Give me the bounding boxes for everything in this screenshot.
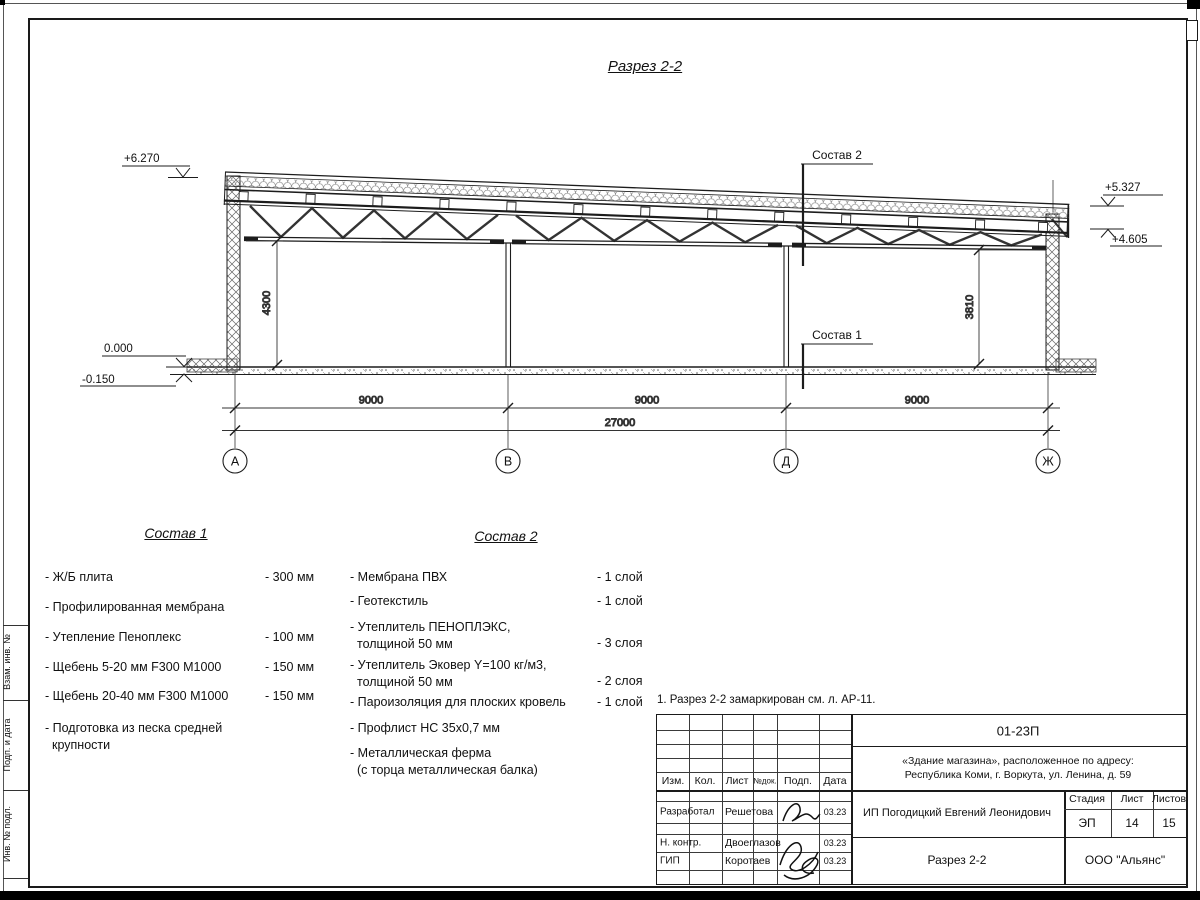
axis-bubble-a: А	[230, 454, 240, 469]
column-axis-b	[499, 243, 517, 367]
item-name: - Мембрана ПВХ	[350, 570, 448, 584]
col-header-list: Лист	[725, 775, 749, 787]
company-name: ООО "Альянс"	[1084, 853, 1166, 867]
sheet-value: 14	[1125, 816, 1139, 830]
axis-bubble-b: В	[503, 454, 513, 469]
drawing-note: 1. Разрез 2-2 замаркирован см. л. АР-11.	[657, 694, 876, 706]
item-value: - 2 слоя	[597, 674, 643, 688]
tb-line	[1111, 790, 1112, 837]
row-name: Коротаев	[725, 855, 771, 867]
item-name: - Подготовка из песка средней	[45, 721, 223, 735]
row-date: 03.23	[823, 838, 847, 848]
tb-line	[657, 730, 851, 731]
margin-label-vzam: Взам. инв. №	[2, 634, 12, 690]
roof-assembly	[224, 172, 1070, 237]
axis-bubble-d: Д	[781, 454, 791, 469]
project-code: 01-23П	[996, 723, 1040, 739]
item-name: - Пароизоляция для плоских кровель	[350, 695, 566, 709]
col-header-data: Дата	[823, 775, 847, 787]
elevation-label: +5.327	[1105, 182, 1141, 194]
elevation-marks	[80, 153, 1163, 386]
dim-label: 9000	[634, 394, 660, 407]
item-value: - 1 слой	[597, 594, 643, 608]
sostav2-title: Состав 2	[474, 528, 538, 544]
dim-label: 9000	[358, 394, 384, 407]
col-header-ndoc: №док.	[753, 776, 777, 786]
stage-label: Стадия	[1069, 793, 1105, 805]
elevation-label: +6.270	[124, 153, 160, 165]
item-name: - Металлическая ферма	[350, 746, 492, 760]
col-header-izm: Изм.	[661, 775, 685, 787]
item-name: - Геотекстиль	[350, 594, 429, 608]
axis-bubble-g: Ж	[1042, 454, 1054, 469]
list-item	[350, 570, 643, 584]
item-name-line2: толщиной 50 мм	[357, 675, 453, 689]
project-address-line2: Республика Коми, г. Воркута, ул. Ленина, д. 59	[904, 769, 1132, 781]
list-item	[350, 620, 643, 651]
sostav1-title: Состав 1	[144, 525, 208, 541]
tb-line	[657, 870, 851, 871]
wall-axis-a	[227, 176, 240, 370]
item-name: - Щебень 5-20 мм F300 М1000	[45, 660, 222, 674]
drawing-title: Разрез 2-2	[607, 58, 683, 75]
list-item	[45, 721, 222, 752]
project-address-line1: «Здание магазина», расположенное по адресу:	[902, 755, 1134, 767]
tb-line	[777, 715, 778, 884]
tb-line	[657, 801, 851, 802]
title-block	[656, 714, 1187, 885]
sheets-label: Листов	[1151, 793, 1187, 805]
list-item	[45, 660, 315, 674]
tb-line	[819, 715, 820, 884]
tb-line	[657, 758, 851, 759]
list-item	[350, 695, 643, 709]
dimension-lines	[222, 372, 1060, 448]
signature-other	[780, 843, 818, 879]
item-value: - 1 слой	[597, 695, 643, 709]
stage-value: ЭП	[1078, 816, 1096, 830]
item-name-line2: толщиной 50 мм	[357, 637, 453, 651]
callout-label-sostav1: Состав 1	[812, 328, 862, 342]
sheets-value: 15	[1162, 816, 1176, 830]
tb-line	[657, 744, 851, 745]
item-value: - 300 мм	[265, 570, 315, 584]
callout-label-sostav2: Состав 2	[812, 148, 862, 162]
item-name: - Утеплитель Эковер Y=100 кг/м3,	[350, 658, 547, 672]
list-item	[350, 721, 500, 735]
item-name-line2: (с торца металлическая балка)	[357, 763, 538, 777]
list-item	[45, 570, 315, 584]
item-name: - Утеплитель ПЕНОПЛЭКС,	[350, 620, 511, 634]
tb-line	[722, 715, 723, 884]
item-name: - Профлист НС 35х0,7 мм	[350, 721, 500, 735]
list-item	[45, 600, 224, 614]
wall-axis-g	[1046, 206, 1069, 370]
item-name: - Профилированная мембрана	[45, 600, 225, 614]
dim-label: 9000	[904, 394, 930, 407]
tb-line	[657, 772, 851, 773]
height-dimensions	[246, 236, 1046, 370]
tb-line	[657, 790, 1186, 792]
item-name: - Щебень 20-40 мм F300 М1000	[45, 689, 229, 703]
item-value: - 100 мм	[265, 630, 315, 644]
tb-line	[657, 834, 851, 835]
column-axis-d	[777, 246, 795, 367]
callouts	[801, 148, 873, 389]
item-value: - 1 слой	[597, 570, 643, 584]
tb-line	[657, 852, 851, 853]
signature-reshetova	[783, 804, 820, 821]
row-name: Решетова	[725, 806, 774, 818]
item-value: - 150 мм	[265, 660, 315, 674]
tb-line	[1064, 809, 1186, 810]
dim-label-vertical: 3810	[964, 294, 976, 320]
elevation-label: +4.605	[1112, 234, 1148, 246]
row-role: Н. контр.	[660, 837, 702, 849]
tb-line	[851, 715, 853, 884]
tb-line	[689, 715, 690, 884]
elevation-label: -0.150	[82, 374, 115, 386]
row-date: 03.23	[823, 856, 847, 866]
row-role: ГИП	[660, 855, 680, 867]
elevation-label: 0.000	[104, 343, 133, 355]
client-name: ИП Погодицкий Евгений Леонидович	[863, 807, 1051, 819]
col-header-podp: Подп.	[784, 775, 812, 787]
margin-label-inv: Инв. № подл.	[2, 805, 12, 863]
margin-label-podp: Подп. и дата	[2, 718, 12, 772]
item-value: - 3 слоя	[597, 636, 643, 650]
list-item	[45, 630, 315, 644]
item-name: - Утепление Пеноплекс	[45, 630, 182, 644]
tb-line	[851, 746, 1186, 747]
item-name-line2: крупности	[52, 738, 111, 752]
dim-label: 27000	[604, 417, 636, 429]
sheet-label: Лист	[1120, 793, 1144, 805]
col-header-kol: Кол.	[694, 775, 716, 787]
item-name: - Ж/Б плита	[45, 570, 113, 584]
dim-label-vertical: 4300	[261, 290, 273, 316]
list-item	[45, 689, 315, 703]
section-name: Разрез 2-2	[927, 853, 987, 867]
list-item	[350, 746, 538, 777]
list-item	[350, 658, 643, 689]
tb-line	[657, 823, 851, 824]
list-item	[350, 594, 643, 608]
item-value: - 150 мм	[265, 689, 315, 703]
row-role: Разработал	[660, 806, 715, 818]
row-name: Двоеглазов	[725, 837, 781, 849]
tb-line	[851, 837, 1186, 838]
floor-slab	[170, 359, 1096, 375]
truss-bottom-chords	[244, 237, 1046, 250]
grid-bubbles	[223, 449, 1060, 473]
row-date: 03.23	[823, 807, 847, 817]
